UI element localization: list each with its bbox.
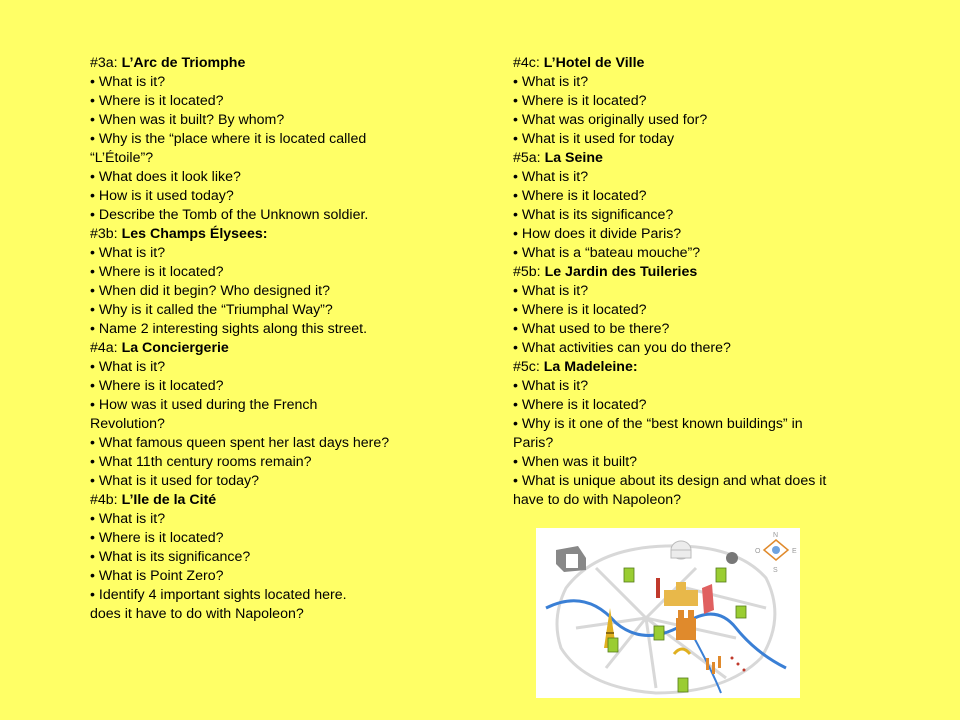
section-title: La Madeleine:: [543, 359, 638, 375]
question-item: • What is Point Zero?: [90, 568, 224, 584]
question-item: • Where is it located?: [90, 93, 224, 109]
question-item: • What is it?: [90, 74, 166, 90]
question-item: • Where is it located?: [513, 302, 647, 318]
sacre-coeur-icon: [671, 541, 691, 559]
question-item: • What is it?: [90, 359, 166, 375]
question-item: • What activities can you do there?: [513, 340, 731, 356]
question-item: • What is it?: [513, 74, 589, 90]
question-item: • What is its significance?: [90, 549, 251, 565]
question-item: • Identify 4 important sights located here.: [90, 587, 347, 603]
question-item: • Why is it one of the “best known buildings” in Paris?: [513, 416, 803, 451]
section-title: Les Champs Élysees:: [121, 226, 268, 242]
section-title: L’Ile de la Cité: [121, 492, 217, 508]
question-item: • What 11th century rooms remain?: [90, 454, 312, 470]
question-item: • What does it look like?: [90, 169, 241, 185]
question-item: • What is it?: [90, 245, 166, 261]
notre-dame-icon: [676, 610, 696, 640]
question-item: • Where is it located?: [513, 188, 647, 204]
question-item: • Where is it located?: [90, 530, 224, 546]
section-number: #3b:: [90, 226, 122, 242]
section-heading: [513, 149, 833, 168]
compass-w: O: [755, 548, 761, 555]
right-column: [513, 54, 833, 510]
question-item: • What famous queen spent her last days here?: [90, 435, 390, 451]
question-item: • What is it?: [513, 169, 589, 185]
section-number: #4c:: [513, 55, 544, 71]
section-title: La Seine: [544, 150, 603, 166]
question-item: • What is it?: [90, 511, 166, 527]
obelisk-icon: [656, 578, 660, 598]
section-heading: [90, 491, 390, 510]
section-number: #5c:: [513, 359, 544, 375]
section-heading: [90, 339, 390, 358]
section-heading: [90, 54, 390, 73]
question-item: • Why is it called the “Triumphal Way”?: [90, 302, 333, 318]
question-item: does it have to do with Napoleon?: [90, 606, 304, 622]
section-number: #4b:: [90, 492, 122, 508]
question-item: • Where is it located?: [90, 378, 224, 394]
section-title: La Conciergerie: [121, 340, 229, 356]
question-item: • What was originally used for?: [513, 112, 708, 128]
question-item: • What is its significance?: [513, 207, 674, 223]
question-item: • Where is it located?: [513, 397, 647, 413]
section-number: #5b:: [513, 264, 545, 280]
question-item: • What is it used for today?: [90, 473, 259, 489]
question-item: • When did it begin? Who designed it?: [90, 283, 330, 299]
tunnel-arch-icon: [674, 649, 690, 654]
pompidou-icon: [702, 584, 714, 614]
section-heading: [513, 358, 833, 377]
compass-n: N: [773, 532, 779, 539]
question-item: • When was it built? By whom?: [90, 112, 285, 128]
compass-s: S: [773, 567, 778, 574]
compass-rose-icon: [755, 532, 797, 574]
section-title: L’Hotel de Ville: [543, 55, 645, 71]
section-heading: [513, 54, 833, 73]
compass-e: E: [792, 548, 797, 555]
louvre-building-icon: [664, 582, 698, 606]
tree-dots: [731, 657, 746, 672]
question-item: • Where is it located?: [90, 264, 224, 280]
question-item: • Why is the “place where it is located called “L’Étoile”?: [90, 131, 367, 166]
question-item: • What is unique about its design and what does it have to do with Napoleon?: [513, 473, 827, 508]
section-title: Le Jardin des Tuileries: [544, 264, 698, 280]
sphere-icon: [726, 552, 738, 564]
question-item: • What is it?: [513, 378, 589, 394]
arc-de-triomphe-icon: [556, 546, 586, 572]
section-number: #3a:: [90, 55, 122, 71]
question-item: • What is it?: [513, 283, 589, 299]
map-roads: [557, 546, 775, 693]
section-title: L’Arc de Triomphe: [121, 55, 246, 71]
section-number: #5a:: [513, 150, 545, 166]
question-item: • How does it divide Paris?: [513, 226, 682, 242]
section-heading: [90, 225, 390, 244]
question-item: • What used to be there?: [513, 321, 670, 337]
paris-map-illustration: [536, 528, 800, 698]
question-item: • Name 2 interesting sights along this street.: [90, 321, 368, 337]
question-item: • What is it used for today: [513, 131, 675, 147]
question-item: • Describe the Tomb of the Unknown soldier.: [90, 207, 369, 223]
question-item: • When was it built?: [513, 454, 638, 470]
question-item: • How is it used today?: [90, 188, 234, 204]
question-item: • What is a “bateau mouche”?: [513, 245, 701, 261]
question-item: • Where is it located?: [513, 93, 647, 109]
section-number: #4a:: [90, 340, 122, 356]
question-item: • How was it used during the French Revolution?: [90, 397, 318, 432]
left-column: [90, 54, 390, 624]
map-svg: [536, 528, 800, 698]
section-heading: [513, 263, 833, 282]
